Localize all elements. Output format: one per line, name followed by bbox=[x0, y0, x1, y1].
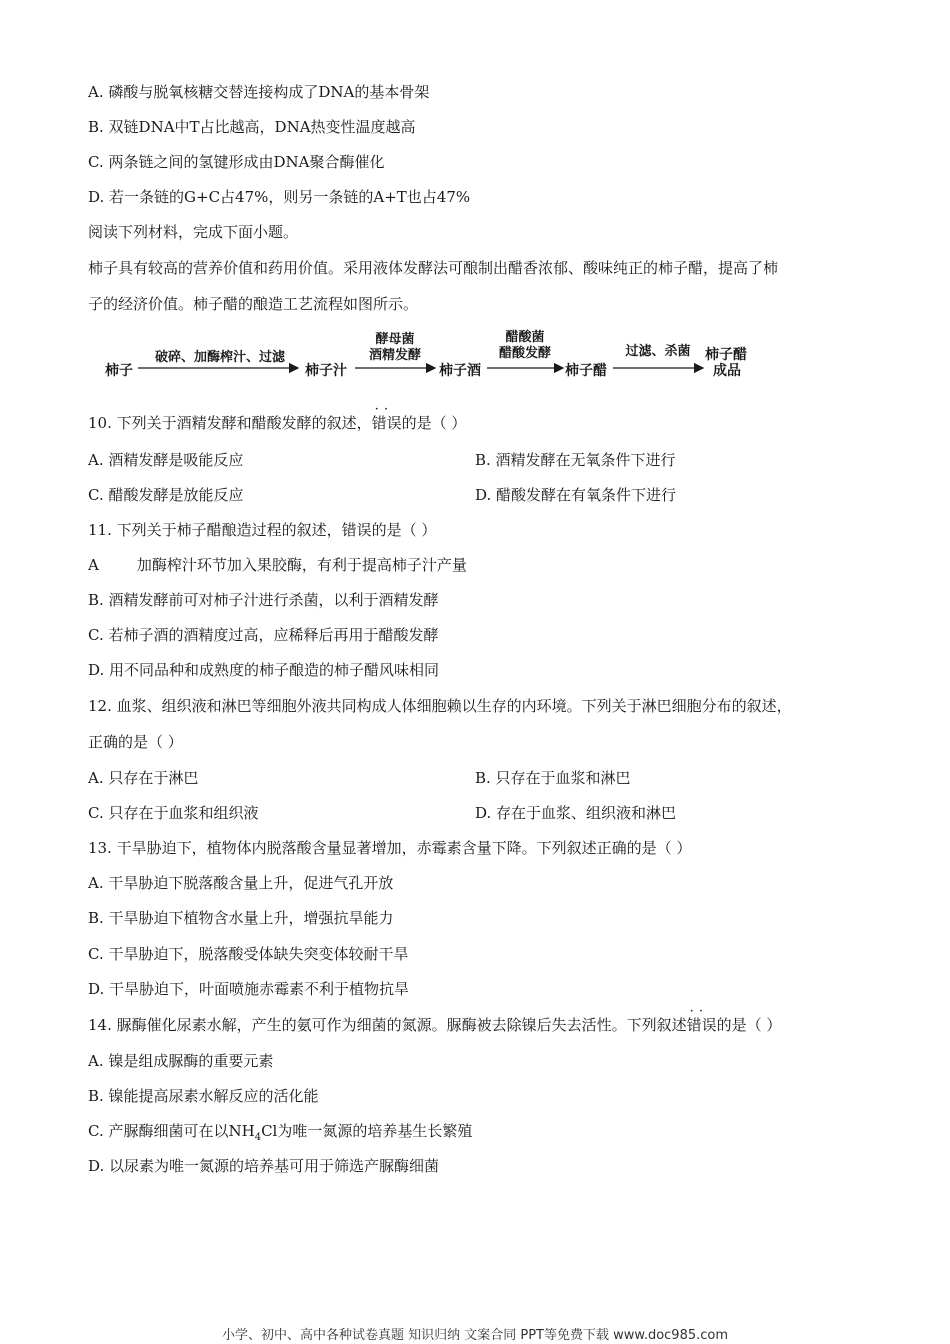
flow-step-3-bottom: 醋酸发酵 bbox=[498, 346, 551, 361]
page-footer: 小学、初中、高中各种试卷真题 知识归纳 文案合同 PPT等免费下载 www.doc985.com bbox=[221, 1328, 729, 1343]
q13-option-a: A. 干旱胁迫下脱落酸含量上升，促进气孔开放 bbox=[88, 874, 394, 892]
q11-option-c: C. 若柿子酒的酒精度过高，应稀释后再用于醋酸发酵 bbox=[88, 626, 439, 644]
q14-emphasis: · · 错误 bbox=[687, 1015, 717, 1035]
q10-emphasis: · · 错误 bbox=[372, 413, 402, 433]
flow-step-4-label: 过滤、杀菌 bbox=[625, 344, 691, 359]
q13-option-b: B. 干旱胁迫下植物含水量上升，增强抗旱能力 bbox=[88, 909, 394, 927]
q12-option-a: A. 只存在于淋巴 bbox=[88, 769, 199, 787]
q12-stem-line-2: 正确的是（ ） bbox=[88, 733, 183, 751]
flow-node-vinegar-final: 柿子醋 bbox=[705, 347, 747, 363]
q14-stem: 14. 脲酶催化尿素水解，产生的氨可作为细菌的氮源。脲酶被去除镍后失去活性。下列叙述· · 错误的是（ ） bbox=[88, 1015, 781, 1035]
process-flow-diagram bbox=[105, 330, 765, 380]
q11-option-b: B. 酒精发酵前可对柿子汁进行杀菌，以利于酒精发酵 bbox=[88, 591, 439, 609]
q10-option-a: A. 酒精发酵是吸能反应 bbox=[88, 451, 244, 469]
q12-option-c: C. 只存在于血浆和组织液 bbox=[88, 804, 259, 822]
flow-step-2-top: 酵母菌 bbox=[375, 332, 415, 347]
q10-stem: 10. 下列关于酒精发酵和醋酸发酵的叙述，· · 错误的是（ ） bbox=[88, 413, 466, 433]
q14-option-c: C. 产脲酶细菌可在以$NH_4Cl$为唯一氮源的培养基生长繁殖 bbox=[88, 1122, 473, 1143]
material-intro: 阅读下列材料，完成下面小题。 bbox=[88, 223, 299, 241]
flow-node-vinegar: 柿子醋 bbox=[565, 363, 607, 379]
material-paragraph-line-1: 柿子具有较高的营养价值和药用价值。采用液体发酵法可酿制出醋香浓郁、酸味纯正的柿子醋，提高了柿 bbox=[88, 259, 779, 277]
option-b: B. 双链DNA中T占比越高，DNA热变性温度越高 bbox=[88, 118, 416, 136]
material-paragraph-line-2: 子的经济价值。柿子醋的酿造工艺流程如图所示。 bbox=[88, 295, 419, 313]
flow-node-persimmon: 柿子 bbox=[105, 363, 133, 379]
q14-option-d: D. 以尿素为唯一氮源的培养基可用于筛选产脲酶细菌 bbox=[88, 1157, 440, 1175]
q11-option-d: D. 用不同品种和成熟度的柿子酿造的柿子醋风味相同 bbox=[88, 661, 440, 679]
q13-option-c: C. 干旱胁迫下，脱落酸受体缺失突变体较耐干旱 bbox=[88, 945, 409, 963]
flow-node-product: 成品 bbox=[713, 363, 741, 379]
q14-option-b: B. 镍能提高尿素水解反应的活化能 bbox=[88, 1087, 319, 1105]
flow-node-wine: 柿子酒 bbox=[439, 363, 481, 379]
flow-step-1-label: 破碎、加酶榨汁、过滤 bbox=[154, 350, 285, 365]
flow-node-juice: 柿子汁 bbox=[305, 363, 347, 379]
q12-option-b: B. 只存在于血浆和淋巴 bbox=[475, 769, 631, 787]
flow-step-3-top: 醋酸菌 bbox=[505, 330, 545, 345]
q10-option-d: D. 醋酸发酵在有氧条件下进行 bbox=[475, 486, 677, 504]
q10-option-b: B. 酒精发酵在无氧条件下进行 bbox=[475, 451, 676, 469]
option-d: D. 若一条链的G+C占47%，则另一条链的A+T也占47% bbox=[88, 188, 471, 206]
q12-option-d: D. 存在于血浆、组织液和淋巴 bbox=[475, 804, 677, 822]
q11-option-a: A 加酶榨汁环节加入果胶酶，有利于提高柿子汁产量 bbox=[88, 556, 467, 574]
q11-stem: 11. 下列关于柿子醋酿造过程的叙述，错误的是（ ） bbox=[88, 521, 437, 539]
q12-stem-line-1: 12. 血浆、组织液和淋巴等细胞外液共同构成人体细胞赖以生存的内环境。下列关于淋巴细胞分布的叙述， bbox=[88, 697, 792, 715]
q13-stem: 13. 干旱胁迫下，植物体内脱落酸含量显著增加，赤霉素含量下降。下列叙述正确的是（ ） bbox=[88, 839, 692, 857]
q13-option-d: D. 干旱胁迫下，叶面喷施赤霉素不利于植物抗旱 bbox=[88, 980, 410, 998]
q10-option-c: C. 醋酸发酵是放能反应 bbox=[88, 486, 244, 504]
q14-option-a: A. 镍是组成脲酶的重要元素 bbox=[88, 1052, 274, 1070]
option-c: C. 两条链之间的氢键形成由DNA聚合酶催化 bbox=[88, 153, 385, 171]
flow-step-2-bottom: 酒精发酵 bbox=[368, 348, 421, 363]
option-a: A. 磷酸与脱氧核糖交替连接构成了DNA的基本骨架 bbox=[88, 83, 430, 101]
